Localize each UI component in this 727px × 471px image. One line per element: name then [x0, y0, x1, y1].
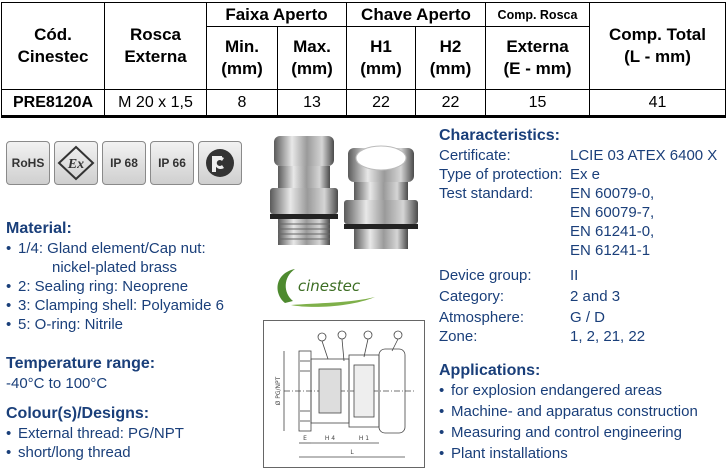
drawing-label-h1: H 1 [358, 435, 370, 442]
char-row: Atmosphere: G / D [439, 309, 606, 326]
cell-h1: 22 [347, 90, 416, 117]
list-item: • External thread: PG/NPT [6, 425, 184, 442]
header-max: Max. (mm) [278, 27, 347, 90]
colour-section [6, 404, 264, 462]
temperature-title: Temperature range: [6, 355, 156, 372]
list-item-continuation: nickel-plated brass [52, 259, 178, 276]
list-item: • short/long thread [6, 444, 131, 461]
ip66-badge: IP 66 [150, 141, 194, 185]
header-wrench: Chave Aperto [347, 3, 486, 27]
cell-max: 13 [278, 90, 347, 117]
header-h2: H2 (mm) [416, 27, 486, 90]
header-clamp-range: Faixa Aperto [207, 3, 347, 27]
list-item: • 3: Clamping shell: Polyamide 6 [6, 297, 224, 314]
cable-gland-photo [266, 128, 434, 256]
temperature-value: -40°C to 100°C [6, 375, 108, 392]
certification-badges [6, 141, 242, 185]
characteristics-section [439, 126, 725, 346]
header-comp-rosca: Comp. Rosca [486, 3, 590, 27]
drawing-label-e: E [303, 435, 307, 442]
colour-title: Colour(s)/Designs: [6, 405, 150, 422]
applications-title: Applications: [439, 362, 541, 379]
applications-section [439, 361, 725, 463]
cinestec-logo [271, 263, 381, 311]
char-row: Certificate: LCIE 03 ATEX 6400 X [439, 147, 718, 164]
temperature-section [6, 354, 264, 393]
char-row: EN 61241-0, [570, 223, 655, 240]
cell-min: 8 [207, 90, 278, 117]
cell-e: 15 [486, 90, 590, 117]
drawing-label-dia: Ø PG/NPT [275, 376, 282, 406]
cell-l: 41 [590, 90, 726, 117]
material-section [6, 219, 264, 334]
material-title: Material: [6, 220, 72, 237]
header-ext-length: Externa (E - mm) [486, 27, 590, 90]
spec-table [1, 2, 726, 118]
cell-h2: 22 [416, 90, 486, 117]
table-row [2, 90, 726, 117]
cell-code: PRE8120A [2, 90, 105, 117]
list-item: • Plant installations [439, 445, 568, 462]
header-code: Cód. Cinestec [2, 3, 105, 90]
char-row: Device group: II [439, 267, 579, 284]
logo-text: cinestec [297, 277, 361, 295]
list-item: • for explosion endangered areas [439, 382, 662, 399]
header-h1: H1 (mm) [347, 27, 416, 90]
char-row: EN 60079-7, [570, 204, 655, 221]
char-row: Zone: 1, 2, 21, 22 [439, 328, 646, 345]
header-comp-total: Comp. Total (L - mm) [590, 3, 726, 90]
gost-icon [198, 141, 242, 185]
ip68-badge: IP 68 [102, 141, 146, 185]
list-item: • Machine- and apparatus construction [439, 403, 698, 420]
header-thread: Rosca Externa [105, 3, 207, 90]
char-row: Category: 2 and 3 [439, 288, 621, 305]
char-row: EN 61241-1 [570, 242, 651, 259]
rohs-badge: RoHS [6, 141, 50, 185]
svg-text:Ex: Ex [67, 157, 85, 172]
drawing-label-l: L [350, 449, 354, 456]
drawing-label-h4: H 4 [324, 435, 336, 442]
char-row: Test standard: EN 60079-0, [439, 185, 655, 202]
technical-drawing [263, 320, 425, 468]
header-min: Min. (mm) [207, 27, 278, 90]
list-item: • 1/4: Gland element/Cap nut: [6, 240, 206, 257]
characteristics-title: Characteristics: [439, 127, 560, 144]
cell-thread: M 20 x 1,5 [105, 90, 207, 117]
list-item: • Measuring and control engineering [439, 424, 682, 441]
char-row: Type of protection: Ex e [439, 166, 601, 183]
list-item: • 2: Sealing ring: Neoprene [6, 278, 189, 295]
list-item: • 5: O-ring: Nitrile [6, 316, 124, 333]
ex-icon [54, 141, 98, 185]
